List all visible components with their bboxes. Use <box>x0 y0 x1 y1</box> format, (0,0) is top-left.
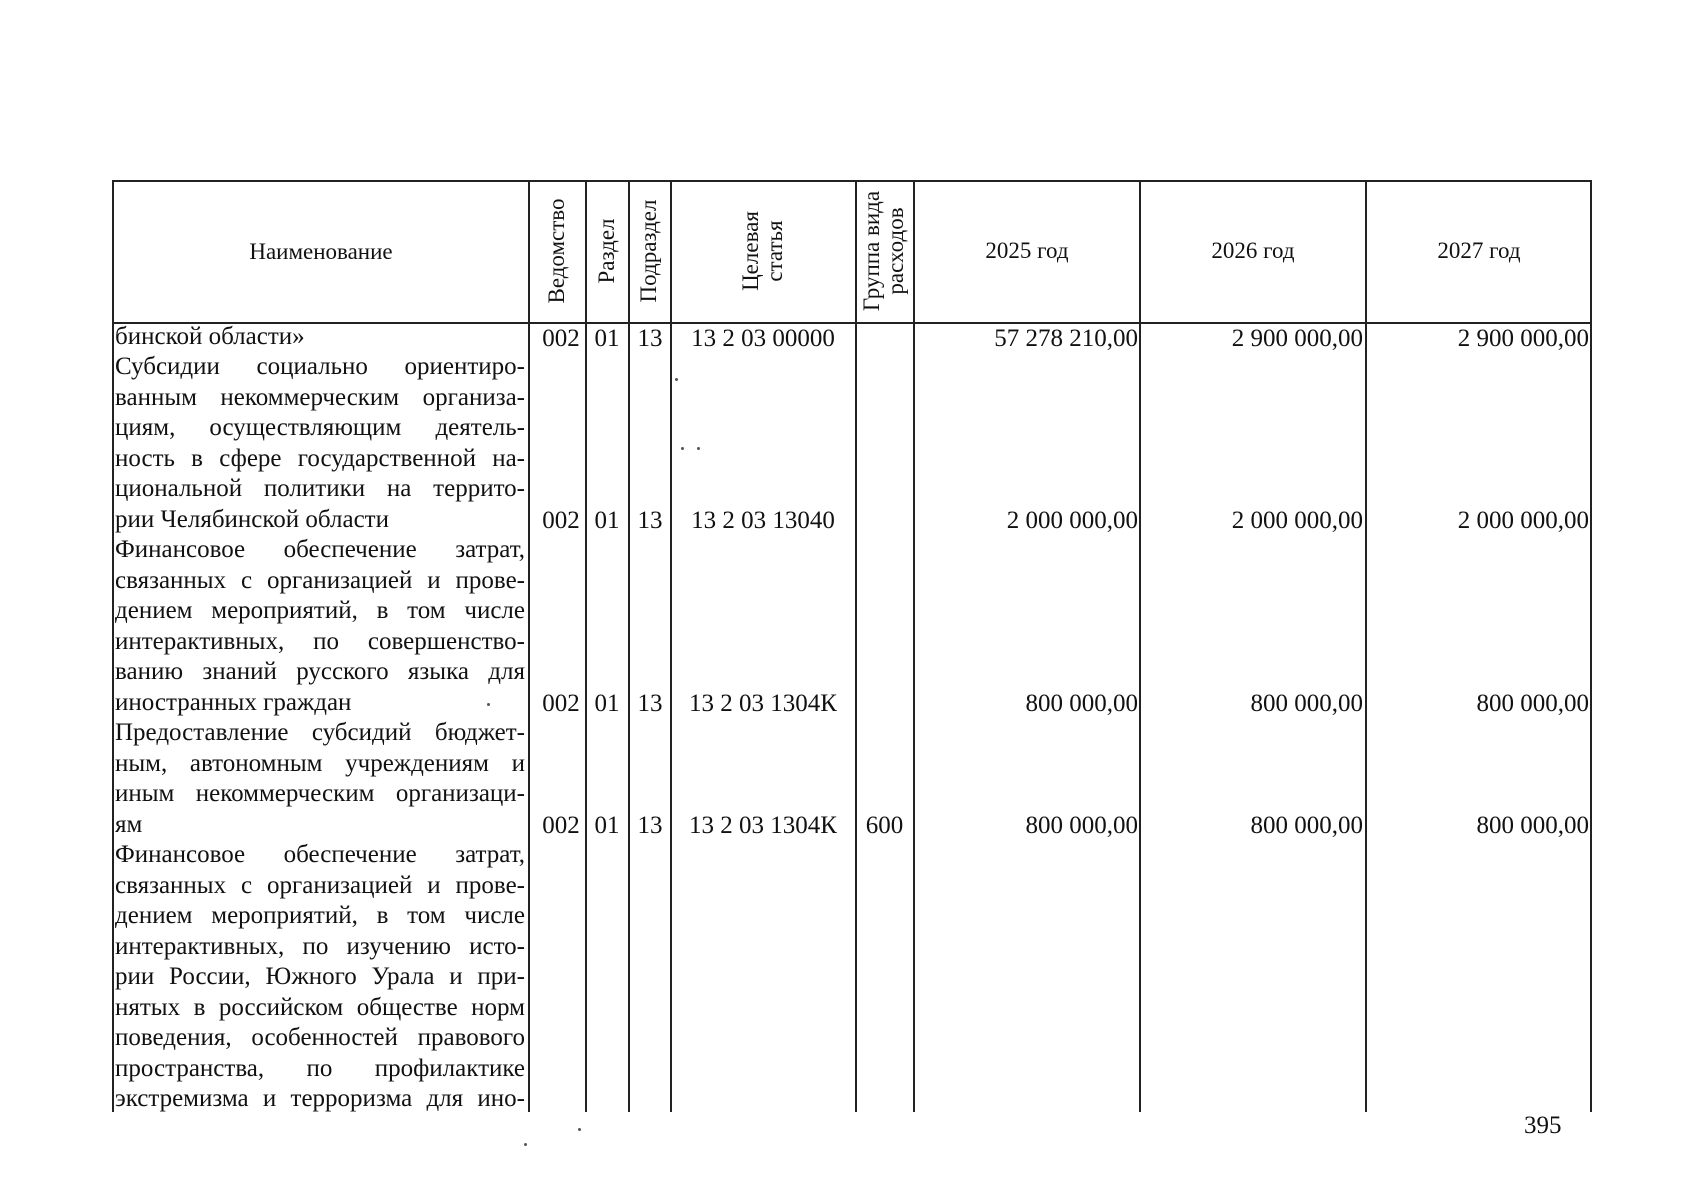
header-razdel: Раздел <box>594 218 619 284</box>
col-border-ved <box>528 180 530 1112</box>
col-border-cel <box>670 180 672 1112</box>
row-name-line: ванию знаний русского языка для <box>115 658 525 685</box>
header-2026: 2026 год <box>1211 238 1295 263</box>
row-name <box>115 352 525 535</box>
row-gruppa: 600 <box>865 812 904 839</box>
header-podrazdel: Подраздел <box>636 199 661 303</box>
row-name <box>115 718 525 840</box>
row-name-line: Предоставление субсидий бюджет- <box>115 719 525 746</box>
row-vedomstvo: 002 <box>542 507 580 534</box>
row-name-line: циональной политики на террито- <box>115 475 525 502</box>
row-celevaya: 13 2 03 1304К <box>689 812 837 839</box>
scan-speck <box>681 447 684 450</box>
row-name-line: дением мероприятий, в том числе <box>115 902 525 929</box>
row-name-line: Финансовое обеспечение затрат, <box>115 841 525 868</box>
header-vedomstvo: Ведомство <box>544 198 569 304</box>
col-border-left <box>112 180 114 1112</box>
row-name-line: дением мероприятий, в том числе <box>115 597 525 624</box>
row-name-line: Финансовое обеспечение затрат, <box>115 536 525 563</box>
row-amount-2026: 2 000 000,00 <box>1231 507 1363 534</box>
row-name-line: циям, осуществляющим деятель- <box>115 414 525 441</box>
row-name-line: ям <box>115 810 143 838</box>
row-podrazdel: 13 <box>637 507 663 534</box>
row-celevaya: 13 2 03 00000 <box>691 325 835 352</box>
scan-speck <box>697 447 700 450</box>
row-name <box>115 840 525 1115</box>
row-name-line: ванным некоммерческим организа- <box>115 383 525 411</box>
table-top-border <box>112 180 1592 182</box>
scan-speck <box>524 1143 527 1146</box>
row-name-line: рии Челябинской области <box>115 505 389 533</box>
row-celevaya: 13 2 03 13040 <box>691 507 835 534</box>
row-amount-2027: 800 000,00 <box>1476 812 1589 839</box>
col-border-y2026 <box>1139 180 1141 1112</box>
row-name-line: Субсидии социально ориентиро- <box>115 353 525 380</box>
row-amount-2026: 2 900 000,00 <box>1231 325 1363 352</box>
row-celevaya: 13 2 03 1304К <box>689 690 837 717</box>
header-gruppa-line2: расходов <box>883 207 908 295</box>
row-name-line: пространства, по профилактике <box>115 1054 525 1082</box>
row-name-line: интерактивных, по совершенство- <box>115 627 525 655</box>
row-podrazdel: 13 <box>637 325 663 352</box>
row-podrazdel: 13 <box>637 812 663 839</box>
row-amount-2025: 2 000 000,00 <box>1006 507 1138 534</box>
row-razdel: 01 <box>594 690 620 717</box>
scan-speck <box>675 378 678 381</box>
header-celevaya-line1: Целевая <box>738 211 763 291</box>
row-name-line: интерактивных, по изучению исто- <box>115 932 525 960</box>
row-razdel: 01 <box>594 507 620 534</box>
row-name <box>115 322 525 353</box>
row-amount-2027: 2 900 000,00 <box>1457 325 1589 352</box>
row-name-line: бинской области» <box>115 323 305 350</box>
row-name-line: иностранных граждан <box>115 688 352 716</box>
row-name-line: поведения, особенностей правового <box>115 1024 525 1051</box>
row-vedomstvo: 002 <box>542 812 580 839</box>
row-name-line: экстремизма и терроризма для ино- <box>115 1085 525 1112</box>
row-amount-2026: 800 000,00 <box>1250 690 1363 717</box>
col-border-y2025 <box>913 180 915 1112</box>
row-podrazdel: 13 <box>637 690 663 717</box>
row-amount-2027: 800 000,00 <box>1476 690 1589 717</box>
row-name-line: нятых в российском обществе норм <box>115 993 525 1021</box>
col-border-razd <box>585 180 587 1112</box>
row-name-line: рии России, Южного Урала и при- <box>115 963 525 990</box>
row-amount-2025: 800 000,00 <box>1025 690 1138 717</box>
row-name-line: ность в сфере государственной на- <box>115 444 525 472</box>
col-border-pod <box>628 180 630 1112</box>
row-name-line: иным некоммерческим организаци- <box>115 780 525 807</box>
row-amount-2025: 57 278 210,00 <box>994 325 1138 352</box>
header-2027: 2027 год <box>1437 238 1521 263</box>
row-vedomstvo: 002 <box>542 690 580 717</box>
page-number: 395 <box>1524 1112 1562 1139</box>
header-gruppa-line1: Группа вида <box>859 190 884 312</box>
col-border-grp <box>855 180 857 1112</box>
header-celevaya-line2: статья <box>762 220 787 282</box>
row-name-line: ным, автономным учреждениям и <box>115 749 525 777</box>
scan-speck <box>578 1128 581 1131</box>
row-razdel: 01 <box>594 812 620 839</box>
row-amount-2026: 800 000,00 <box>1250 812 1363 839</box>
row-amount-2025: 800 000,00 <box>1025 812 1138 839</box>
col-border-right <box>1590 180 1592 1112</box>
header-gruppa <box>860 191 908 311</box>
row-amount-2027: 2 000 000,00 <box>1457 507 1589 534</box>
col-border-y2027 <box>1365 180 1367 1112</box>
row-vedomstvo: 002 <box>542 325 580 352</box>
row-name-line: связанных с организацией и прове- <box>115 566 525 594</box>
row-razdel: 01 <box>594 325 620 352</box>
row-name-line: связанных с организацией и прове- <box>115 871 525 899</box>
header-2025: 2025 год <box>985 238 1069 263</box>
row-name <box>115 535 525 718</box>
scan-speck <box>487 703 490 706</box>
header-celevaya <box>739 211 787 291</box>
header-name: Наименование <box>249 239 393 264</box>
